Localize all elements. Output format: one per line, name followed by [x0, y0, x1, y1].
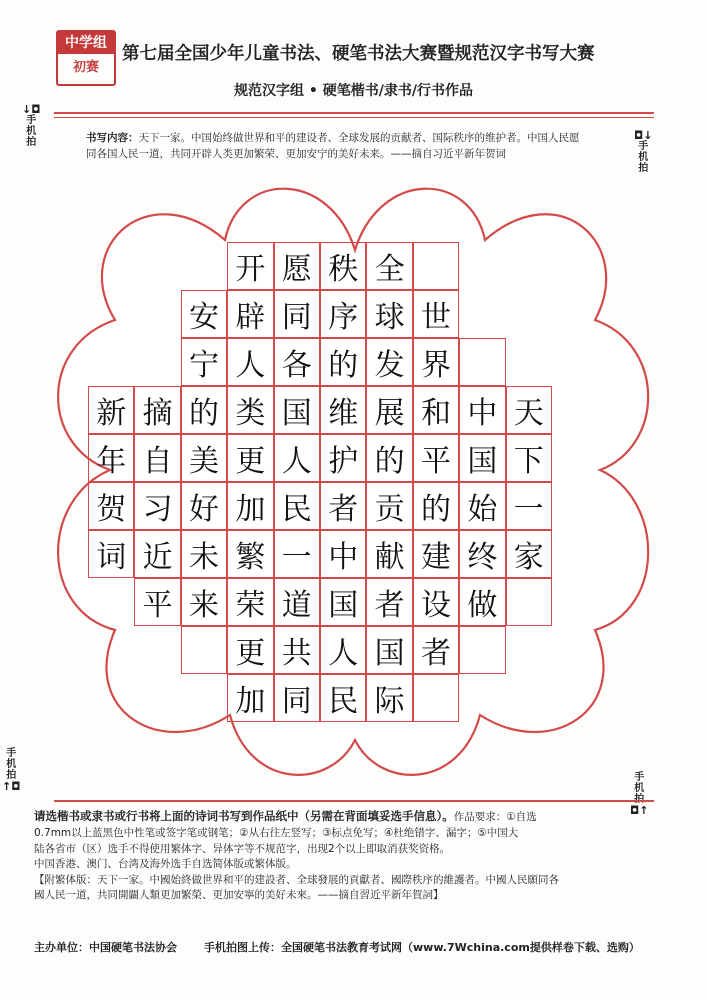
grid-cell: 的	[320, 338, 366, 386]
contest-subtitle: 规范汉字组 • 硬笔楷书/隶书/行书作品	[234, 83, 473, 99]
grid-cell: 美	[181, 434, 227, 482]
instruction-line-2: 陆各省市（区）选手不得使用繁体字、异体字等不规范字，出现2个以上即取消获奖资格。	[34, 842, 451, 855]
grid-cell	[459, 626, 505, 674]
grid-cell: 安	[181, 290, 227, 338]
organizer: 主办单位：中国硬笔书法协会	[34, 941, 177, 954]
grid-cell: 平	[134, 578, 180, 626]
grid-cell: 愿	[274, 242, 320, 290]
phone-label: 手机拍	[638, 141, 649, 174]
grid-cell: 全	[366, 242, 412, 290]
grid-cell: 球	[366, 290, 412, 338]
grid-cell: 的	[181, 386, 227, 434]
grid-cell: 习	[134, 482, 180, 530]
grid-cell: 共	[274, 626, 320, 674]
grid-cell: 同	[274, 674, 320, 722]
grid-cell: 贡	[366, 482, 412, 530]
grid-cell: 各	[274, 338, 320, 386]
phone-label: 手机拍	[26, 115, 37, 148]
phone-label: 手机拍	[6, 748, 17, 781]
grid-cell: 国	[274, 386, 320, 434]
grid-cell: 家	[506, 530, 552, 578]
grid-cell: 建	[413, 530, 459, 578]
grid-cell: 自	[134, 434, 180, 482]
grid-cell: 近	[134, 530, 180, 578]
grid-cell: 和	[413, 386, 459, 434]
traditional-line-2: 國人民一道，共同開闢人類更加繁榮、更加安寧的美好未來。——摘自習近平新年賀詞】	[34, 889, 444, 901]
grid-cell: 始	[459, 482, 505, 530]
grid-cell: 新	[88, 386, 134, 434]
grid-cell	[413, 674, 459, 722]
grid-cell: 的	[366, 434, 412, 482]
grid-cell: 未	[181, 530, 227, 578]
grid-cell: 更	[227, 434, 273, 482]
grid-cell: 献	[366, 530, 412, 578]
grid-cell: 中	[459, 386, 505, 434]
grid-cell: 中	[320, 530, 366, 578]
instruction-line-3: 中国香港、澳门、台湾及海外选手自选简体版或繁体版。	[34, 858, 297, 870]
grid-cell: 护	[320, 434, 366, 482]
grid-cell: 的	[413, 482, 459, 530]
grid-cell: 辟	[227, 290, 273, 338]
grid-cell: 好	[181, 482, 227, 530]
instructions	[34, 826, 654, 904]
grid-cell	[413, 242, 459, 290]
grid-cell: 界	[413, 338, 459, 386]
grid-cell: 词	[88, 530, 134, 578]
grid-cell: 开	[227, 242, 273, 290]
grid-cell: 年	[88, 434, 134, 482]
instruction-line-1: 0.7mm以上蓝黑色中性笔或签字笔或钢笔；②从右往左竖写；③标点免写；④杜绝错字、漏字；⑤中国大	[34, 827, 519, 839]
camera-icon: ◘↑	[630, 804, 649, 817]
grid-cell: 人	[274, 434, 320, 482]
traditional-line-1: 天下一家。中國始終做世界和平的建設者、全球發展的貢獻者、國際秩序的維護者。中國人民願同各	[97, 873, 559, 886]
grid-cell: 一	[274, 530, 320, 578]
content-line-1: 天下一家。中国始终做世界和平的建设者、全球发展的贡献者、国际秩序的维护者。中国人民愿	[138, 132, 580, 144]
group-label: 中学组	[58, 32, 114, 54]
grid-cell: 做	[459, 578, 505, 626]
grid-cell: 际	[366, 674, 412, 722]
traditional-label: 【附繁体版：	[34, 873, 97, 886]
grid-cell: 国	[459, 434, 505, 482]
camera-icon: ◘↓	[634, 129, 653, 142]
instruction-heading-text: 请选楷书或隶书或行书将上面的诗词书写到作品纸中（另需在背面填妥选手信息）。	[34, 809, 454, 823]
grid-cell	[181, 626, 227, 674]
grid-cell	[506, 578, 552, 626]
bottom-divider	[54, 800, 654, 802]
grid-cell: 人	[227, 338, 273, 386]
grid-cell: 世	[413, 290, 459, 338]
grid-cell: 终	[459, 530, 505, 578]
grid-cell: 秩	[320, 242, 366, 290]
instruction-heading	[34, 808, 537, 824]
grid-cell: 发	[366, 338, 412, 386]
grid-cell: 更	[227, 626, 273, 674]
grid-cell: 民	[274, 482, 320, 530]
grid-cell: 荣	[227, 578, 273, 626]
grid-cell: 加	[227, 674, 273, 722]
grid-cell	[459, 338, 505, 386]
content-label: 书写内容：	[86, 132, 139, 144]
grid-cell: 者	[366, 578, 412, 626]
grid-cell: 设	[413, 578, 459, 626]
grid-cell: 繁	[227, 530, 273, 578]
grid-cell: 加	[227, 482, 273, 530]
grid-cell: 来	[181, 578, 227, 626]
contest-title: 第七届全国少年儿童书法、硬笔书法大赛暨规范汉字书写大赛	[122, 44, 595, 64]
grid-cell: 国	[366, 626, 412, 674]
grid-cell: 摘	[134, 386, 180, 434]
content-line-2: 同各国人民一道，共同开辟人类更加繁荣、更加安宁的美好未来。——摘自习近平新年贺词	[86, 148, 506, 160]
grid-cell: 宁	[181, 338, 227, 386]
grid-cell: 一	[506, 482, 552, 530]
grid-cell: 天	[506, 386, 552, 434]
instruction-heading-tail: 作品要求：①自选	[453, 811, 537, 823]
grid-cell: 序	[320, 290, 366, 338]
grid-cell: 者	[413, 626, 459, 674]
grid-cell: 贺	[88, 482, 134, 530]
grid-cell: 维	[320, 386, 366, 434]
grid-cell: 下	[506, 434, 552, 482]
grid-cell: 道	[274, 578, 320, 626]
stage-label: 初赛	[72, 60, 99, 75]
upload-info: 手机拍图上传：全国硬笔书法教育考试网（www.7Wchina.com提供样卷下载、选购）	[204, 941, 640, 954]
grid-cell: 国	[320, 578, 366, 626]
grid-cell: 展	[366, 386, 412, 434]
grid-cell: 人	[320, 626, 366, 674]
grid-cell: 同	[274, 290, 320, 338]
grid-cell: 类	[227, 386, 273, 434]
phone-label: 手机拍	[634, 772, 645, 805]
camera-icon: ↓◘	[22, 103, 41, 116]
grid-cell: 者	[320, 482, 366, 530]
grid-cell: 民	[320, 674, 366, 722]
camera-icon: ↑◘	[2, 780, 21, 793]
grid-cell: 平	[413, 434, 459, 482]
